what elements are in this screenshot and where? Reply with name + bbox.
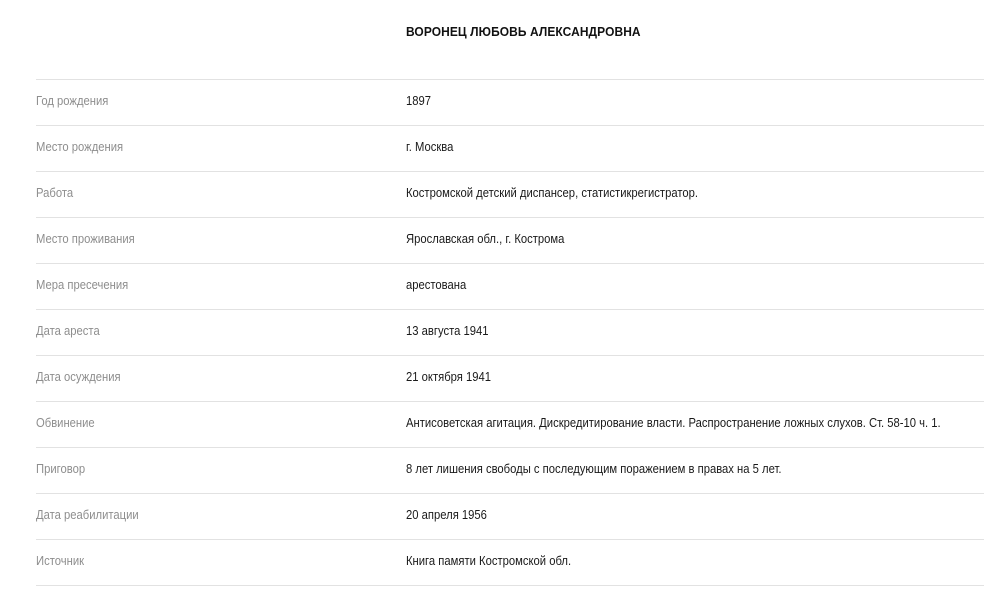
detail-row-residence (36, 218, 984, 264)
detail-row-charge (36, 402, 984, 448)
detail-row-rehabilitation-date (36, 494, 984, 540)
detail-label: Работа (36, 186, 74, 200)
person-name-title: ВОРОНЕЦ ЛЮБОВЬ АЛЕКСАНДРОВНА (406, 24, 641, 39)
detail-value: 13 августа 1941 (406, 324, 489, 338)
detail-label: Приговор (36, 462, 86, 476)
detail-row-sentence (36, 448, 984, 494)
detail-value: арестована (406, 278, 467, 292)
detail-value: 20 апреля 1956 (406, 508, 487, 522)
title-row (36, 0, 984, 79)
detail-label: Дата осуждения (36, 370, 121, 384)
detail-row-source (36, 540, 984, 586)
detail-value: Ярославская обл., г. Кострома (406, 232, 565, 246)
detail-value: 1897 (406, 94, 432, 108)
detail-row-arrest-date (36, 310, 984, 356)
details-table (36, 79, 984, 586)
detail-label: Дата реабилитации (36, 508, 139, 522)
detail-label: Мера пресечения (36, 278, 129, 292)
detail-row-birth-place (36, 126, 984, 172)
person-record-card (36, 0, 984, 586)
detail-label: Дата ареста (36, 324, 100, 338)
detail-label: Год рождения (36, 94, 109, 108)
detail-label: Источник (36, 554, 85, 568)
detail-label: Обвинение (36, 416, 95, 430)
detail-row-restraint (36, 264, 984, 310)
detail-row-conviction-date (36, 356, 984, 402)
detail-label: Место проживания (36, 232, 135, 246)
detail-value: г. Москва (406, 140, 454, 154)
detail-value: Антисоветская агитация. Дискредитирование власти. Распространение ложных слухов. Ст. 58-10 ч. 1. (406, 416, 941, 430)
detail-value: 21 октября 1941 (406, 370, 492, 384)
detail-value: Книга памяти Костромской обл. (406, 554, 572, 568)
detail-value: Костромской детский диспансер, статистикрегистратор. (406, 186, 699, 200)
detail-label: Место рождения (36, 140, 124, 154)
detail-row-birth-year (36, 80, 984, 126)
detail-row-work (36, 172, 984, 218)
detail-value: 8 лет лишения свободы с последующим поражением в правах на 5 лет. (406, 462, 782, 476)
